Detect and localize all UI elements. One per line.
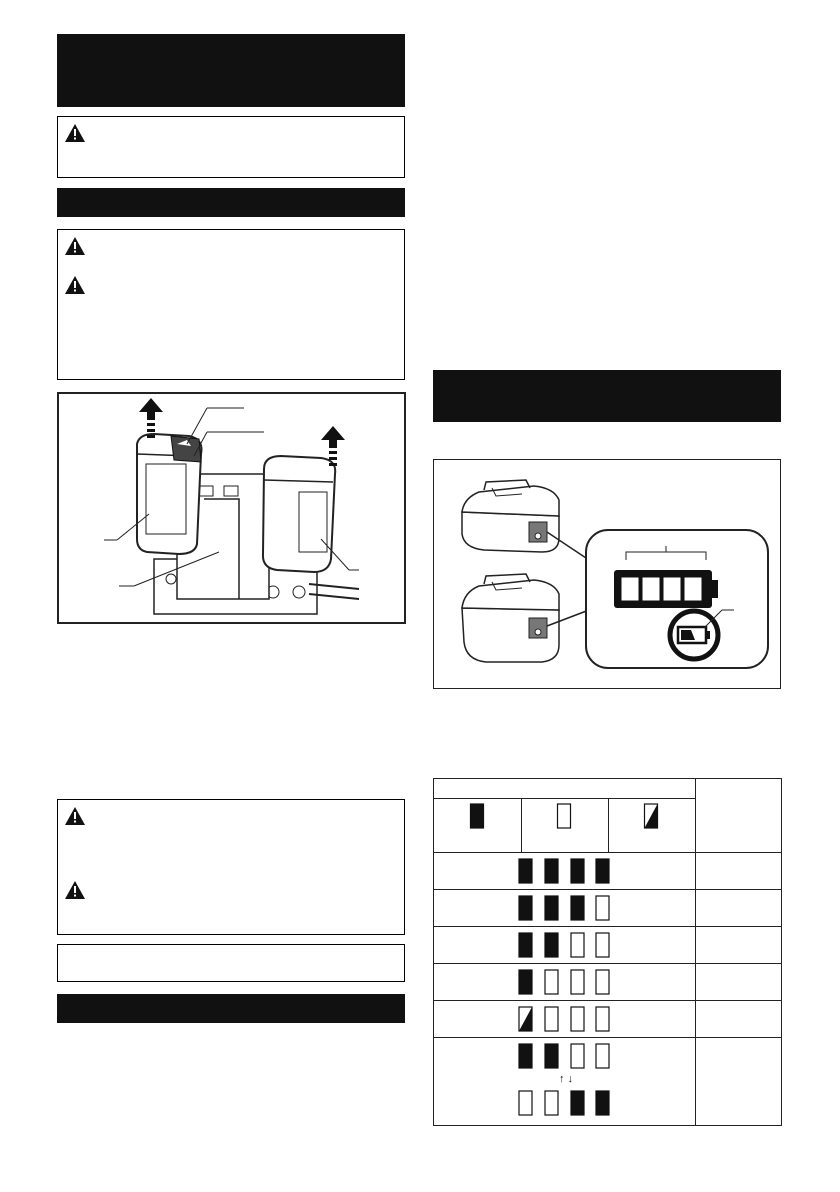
- section-header-block: [57, 34, 405, 107]
- lamp-off: [596, 970, 609, 994]
- lamp-lit: [519, 933, 532, 957]
- warning-triangle-icon: [65, 807, 85, 825]
- section-title-bar: [57, 188, 405, 217]
- lamp-lit: [545, 859, 558, 883]
- lamp-lit: [519, 970, 532, 994]
- lamp-lit: [545, 896, 558, 920]
- lamp-lit: [571, 1091, 584, 1115]
- lamp-lit: [471, 804, 484, 828]
- section-header-block: [433, 370, 781, 422]
- battery-figure: [433, 459, 781, 689]
- lamp-off: [596, 896, 609, 920]
- indicator-table-grid: [433, 778, 782, 1126]
- lamp-blinking: [519, 1007, 532, 1031]
- lamp-off: [596, 1044, 609, 1068]
- lamp-off: [571, 933, 584, 957]
- section-title-bar: [57, 994, 405, 1023]
- warning-triangle-icon: [65, 881, 85, 899]
- warning-triangle-icon: [65, 237, 85, 255]
- lamp-lit: [545, 1044, 558, 1068]
- note-box: [57, 944, 405, 982]
- lamp-off: [571, 1044, 584, 1068]
- lamp-lit: [571, 859, 584, 883]
- lamp-lit: [519, 1044, 532, 1068]
- warning-box: [57, 116, 405, 178]
- warning-box: [57, 799, 405, 935]
- lamp-lit: [545, 933, 558, 957]
- lamp-off: [571, 970, 584, 994]
- indicator-table: [433, 778, 782, 1126]
- lamp-off: [596, 1007, 609, 1031]
- lamp-off: [545, 1007, 558, 1031]
- lamp-blinking: [645, 804, 658, 828]
- lamp-off: [571, 1007, 584, 1031]
- lamp-lit: [519, 859, 532, 883]
- warning-triangle-icon: [65, 124, 85, 142]
- lamp-off: [545, 1091, 558, 1115]
- battery-illustration: [434, 460, 779, 687]
- alternate-arrows: ↑ ↓: [558, 1073, 574, 1085]
- charger-illustration: [59, 394, 404, 622]
- lamp-off: [558, 804, 571, 828]
- lamp-lit: [571, 896, 584, 920]
- lamp-lit: [596, 1091, 609, 1115]
- arrow-up-icon: [139, 398, 163, 445]
- lamp-off: [596, 933, 609, 957]
- lamp-lit: [519, 896, 532, 920]
- lamp-off: [519, 1091, 532, 1115]
- charger-figure: [57, 392, 406, 624]
- lamp-off: [545, 970, 558, 994]
- warning-triangle-icon: [65, 276, 85, 294]
- lamp-lit: [596, 859, 609, 883]
- warning-box: [57, 229, 405, 380]
- arrow-up-icon: [321, 426, 345, 473]
